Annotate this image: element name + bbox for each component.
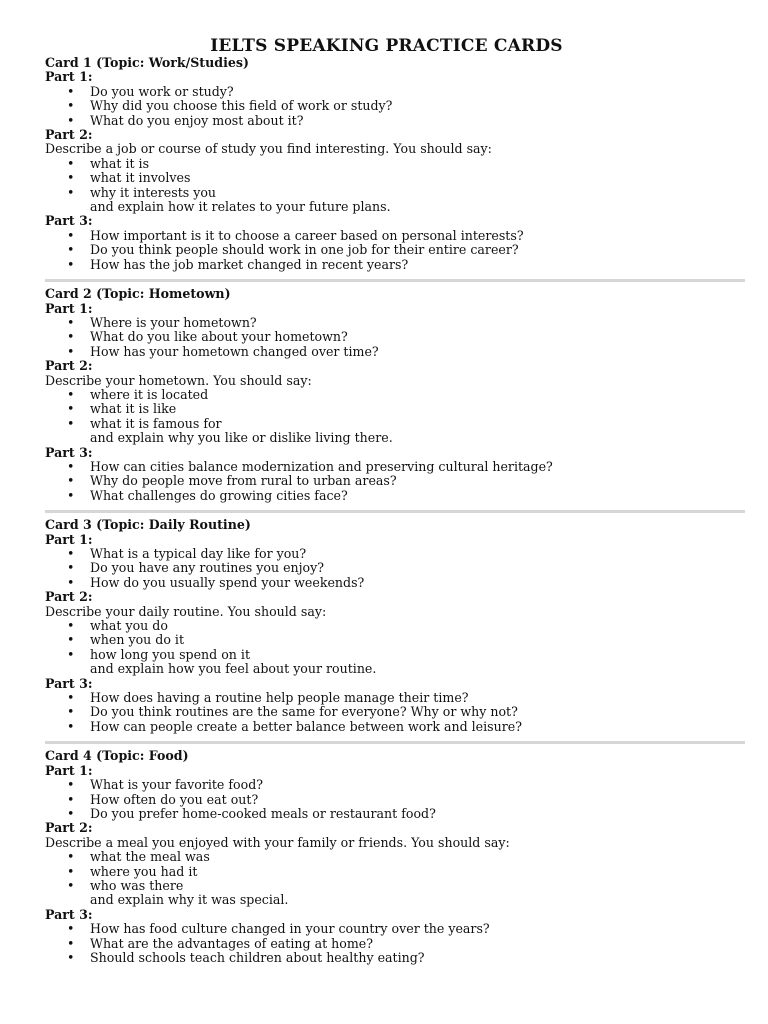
list-item: • Should schools teach children about healthy eating?: [67, 949, 425, 965]
list-item: • Do you prefer home-cooked meals or restaurant food?: [67, 805, 436, 821]
card-divider: [45, 279, 745, 282]
list-item: • What are the advantages of eating at home?: [67, 935, 373, 951]
bullet-icon: •: [67, 386, 75, 402]
list-item: • Do you have any routines you enjoy?: [67, 560, 324, 576]
card-divider: [45, 510, 745, 513]
part2-point-list: [45, 850, 728, 893]
list-item: • Why did you choose this field of work or study?: [67, 98, 393, 114]
bullet-icon: •: [67, 877, 75, 893]
card-heading: Card 3 (Topic: Daily Routine): [45, 517, 251, 533]
bullet-icon: •: [67, 487, 75, 503]
list-item: • Do you work or study?: [67, 83, 234, 99]
list-item: • How do you usually spend your weekends?: [67, 574, 365, 590]
list-item: • where it is located: [67, 386, 209, 402]
bullet-icon: •: [67, 415, 75, 431]
bullet-icon: •: [67, 863, 75, 879]
bullet-icon: •: [67, 646, 75, 662]
part3-label: Part 3:: [45, 444, 93, 460]
part1-question-list: [45, 778, 728, 821]
bullet-icon: •: [67, 921, 75, 937]
list-item: • How has food culture changed in your country over the years?: [67, 921, 490, 937]
list-item: • what you do: [67, 618, 168, 634]
part2-explain: and explain how you feel about your routine.: [90, 661, 377, 677]
document-title: IELTS SPEAKING PRACTICE CARDS: [210, 36, 563, 56]
bullet-icon: •: [67, 314, 75, 330]
card-heading: Card 1 (Topic: Work/Studies): [45, 55, 249, 70]
bullet-icon: •: [67, 704, 75, 720]
card-divider: [45, 741, 745, 744]
bullet-icon: •: [67, 935, 75, 951]
part2-explain: and explain why it was special.: [90, 892, 289, 908]
part2-prompt: Describe your daily routine. You should say:: [45, 603, 327, 619]
bullet-icon: •: [67, 170, 75, 186]
bullet-icon: •: [67, 98, 75, 114]
part3-question-list: [45, 460, 728, 503]
list-item: • what it is famous for: [67, 415, 222, 431]
part2-prompt: Describe your hometown. You should say:: [45, 372, 312, 388]
bullet-icon: •: [67, 690, 75, 706]
bullet-icon: •: [67, 560, 75, 576]
part1-label: Part 1:: [45, 531, 93, 547]
bullet-icon: •: [67, 849, 75, 865]
part1-label: Part 1:: [45, 69, 93, 85]
part3-question-list: [45, 922, 728, 965]
list-item: • How does having a routine help people manage their time?: [67, 690, 469, 706]
list-item: • What is your favorite food?: [67, 777, 264, 793]
bullet-icon: •: [67, 184, 75, 200]
list-item: • Why do people move from rural to urban areas?: [67, 473, 397, 489]
part1-label: Part 1:: [45, 762, 93, 778]
bullet-icon: •: [67, 83, 75, 99]
card-3: [45, 518, 728, 734]
bullet-icon: •: [67, 574, 75, 590]
part2-prompt: Describe a job or course of study you find interesting. You should say:: [45, 141, 492, 157]
card-heading: Card 2 (Topic: Hometown): [45, 286, 231, 302]
list-item: • How has your hometown changed over time?: [67, 343, 379, 359]
bullet-icon: •: [67, 718, 75, 734]
bullet-icon: •: [67, 949, 75, 965]
bullet-icon: •: [67, 805, 75, 821]
part3-label: Part 3:: [45, 906, 93, 922]
bullet-icon: •: [67, 473, 75, 489]
list-item: • What challenges do growing cities face?: [67, 487, 348, 503]
part3-question-list: [45, 691, 728, 734]
part1-question-list: [45, 547, 728, 590]
part2-label: Part 2:: [45, 589, 93, 605]
part3-label: Part 3:: [45, 675, 93, 691]
part2-explain: and explain how it relates to your future plans.: [90, 199, 391, 215]
card-4: [45, 749, 728, 965]
list-item: • How can people create a better balance between work and leisure?: [67, 718, 522, 734]
list-item: • what it is: [67, 155, 150, 171]
part3-label: Part 3:: [45, 213, 93, 229]
list-item: • what the meal was: [67, 849, 210, 865]
list-item: • What do you like about your hometown?: [67, 329, 348, 345]
part2-point-list: [45, 157, 728, 200]
bullet-icon: •: [67, 458, 75, 474]
bullet-icon: •: [67, 618, 75, 634]
bullet-icon: •: [67, 777, 75, 793]
card-1: [45, 56, 728, 272]
bullet-icon: •: [67, 155, 75, 171]
card-2: [45, 287, 728, 503]
part2-label: Part 2:: [45, 820, 93, 836]
list-item: • How has the job market changed in recent years?: [67, 256, 409, 272]
bullet-icon: •: [67, 343, 75, 359]
list-item: • why it interests you: [67, 184, 217, 200]
bullet-icon: •: [67, 791, 75, 807]
bullet-icon: •: [67, 632, 75, 648]
list-item: • Do you think routines are the same for everyone? Why or why not?: [67, 704, 518, 720]
list-item: • who was there: [67, 877, 184, 893]
bullet-icon: •: [67, 256, 75, 272]
part1-question-list: [45, 316, 728, 359]
list-item: • How can cities balance modernization and preserving cultural heritage?: [67, 458, 553, 474]
part2-label: Part 2:: [45, 358, 93, 374]
part1-label: Part 1:: [45, 300, 93, 316]
list-item: • when you do it: [67, 632, 185, 648]
bullet-icon: •: [67, 329, 75, 345]
list-item: • How important is it to choose a career based on personal interests?: [67, 227, 524, 243]
list-item: • what it is like: [67, 401, 177, 417]
list-item: • What is a typical day like for you?: [67, 546, 307, 561]
part2-prompt: Describe a meal you enjoyed with your family or friends. You should say:: [45, 834, 510, 850]
list-item: • Where is your hometown?: [67, 314, 257, 330]
part2-point-list: [45, 619, 728, 662]
list-item: • What do you enjoy most about it?: [67, 112, 304, 128]
part2-label: Part 2:: [45, 127, 93, 143]
bullet-icon: •: [67, 401, 75, 417]
part1-question-list: [45, 85, 728, 128]
list-item: • what it involves: [67, 170, 191, 186]
list-item: • How often do you eat out?: [67, 791, 259, 807]
part2-point-list: [45, 388, 728, 431]
bullet-icon: •: [67, 227, 75, 243]
bullet-icon: •: [67, 242, 75, 258]
list-item: • Do you think people should work in one job for their entire career?: [67, 242, 519, 258]
list-item: • where you had it: [67, 863, 198, 879]
bullet-icon: •: [67, 546, 75, 561]
list-item: • how long you spend on it: [67, 646, 251, 662]
bullet-icon: •: [67, 112, 75, 128]
part2-explain: and explain why you like or dislike living there.: [90, 430, 393, 446]
part3-question-list: [45, 229, 728, 272]
card-heading: Card 4 (Topic: Food): [45, 748, 189, 764]
